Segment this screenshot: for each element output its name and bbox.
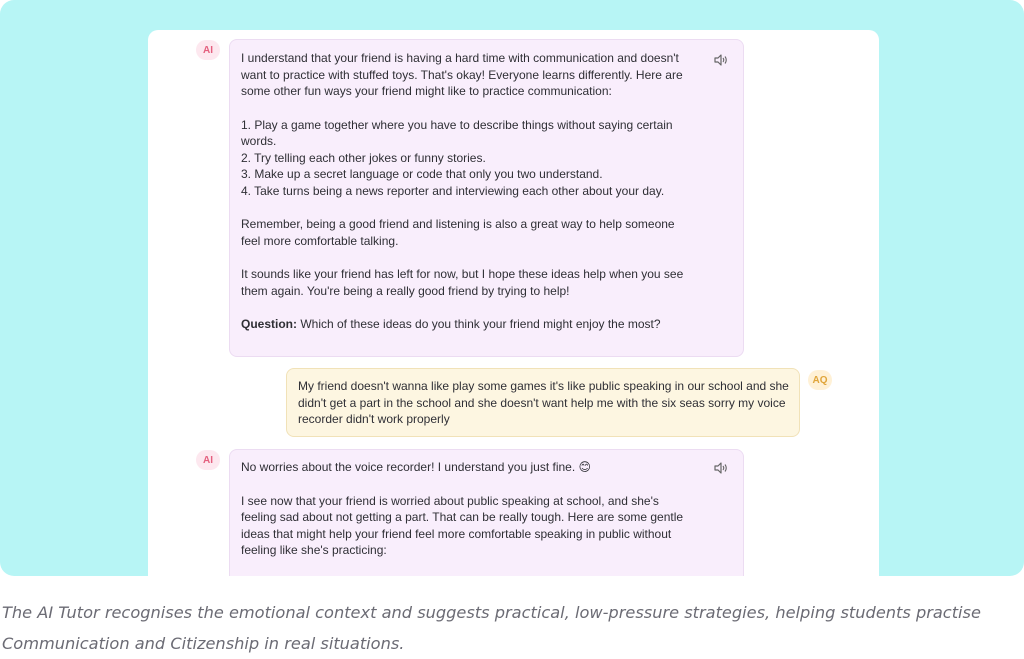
user-avatar: AQ bbox=[808, 370, 832, 390]
message-text: It sounds like your friend has left for now, but I hope these ideas help when you see them again. You're being a really good friend by trying to help! bbox=[241, 267, 684, 298]
question-text: Which of these ideas do you think your friend might enjoy the most? bbox=[297, 317, 661, 331]
message-line: No worries about the voice recorder! I understand you just fine. bbox=[241, 460, 576, 474]
question-line bbox=[241, 316, 693, 333]
speaker-icon[interactable] bbox=[714, 54, 728, 66]
message-text: I see now that your friend is worried about public speaking at school, and she's feeling sad about not getting a part. That can be really tough. Here are some gentle ideas that might help your friend feel more comfortable speaking in public without feeling like she's practicing: bbox=[241, 493, 684, 557]
message-text: I understand that your friend is having a hard time with communication and doesn't want to practice with stuffed toys. That's okay! Everyone learns differently. Here are some other fun ways your friend might like to practice communication: bbox=[241, 51, 683, 98]
ai-message-bubble bbox=[229, 449, 744, 576]
user-message-bubble bbox=[286, 368, 800, 437]
message-text: Remember, being a good friend and listening is also a great way to help someone feel more comfortable talking. bbox=[241, 217, 675, 248]
image-caption bbox=[2, 597, 1002, 659]
speaker-icon[interactable] bbox=[714, 462, 728, 474]
ai-avatar: AI bbox=[196, 450, 220, 470]
list-item: 1. Play a game together where you have to describe things without saying certain words. bbox=[241, 117, 673, 148]
message-text bbox=[241, 459, 693, 476]
smile-emoji: 😊 bbox=[578, 460, 592, 474]
ai-message-bubble bbox=[229, 39, 744, 357]
list-item: 2. Try telling each other jokes or funny stories. bbox=[241, 150, 486, 165]
chat-panel bbox=[148, 30, 879, 576]
caption-text: The AI Tutor recognises the emotional context and suggests practical, low-pressure strategies, helping students practise Communication and Citizenship in real situations. bbox=[2, 603, 981, 653]
message-text: My friend doesn't wanna like play some games it's like public speaking in our school and she didn't get a part in the school and she doesn't want help me with the six seas sorry my voice recorder didn't work properly bbox=[298, 379, 789, 426]
ai-avatar: AI bbox=[196, 40, 220, 60]
list-item: 4. Take turns being a news reporter and interviewing each other about your day. bbox=[241, 183, 665, 198]
list-item: 3. Make up a secret language or code that only you two understand. bbox=[241, 167, 603, 181]
question-label: Question: bbox=[241, 317, 297, 331]
